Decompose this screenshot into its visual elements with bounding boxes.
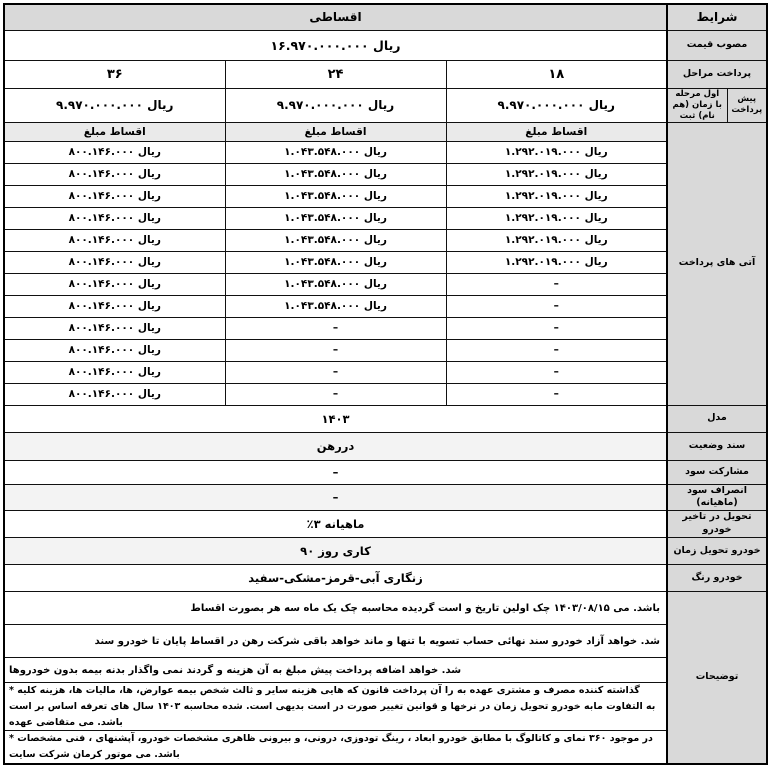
installment-row: [4, 207, 767, 229]
installment-cell: ۱.۲۹۲.۰۱۹.۰۰۰ ریال: [446, 141, 667, 163]
note-text: * کلیه هزینه ها، مالیات ها، عوارض، بیمه شخص ثالث و سایر هزینه هایی که قانون پرداخت آن را به عهده مشتری و مصرف کننده گذاشته است بر اساس تعرفه های سال ۱۴۰۳ محاسبه شده است. بدیهی است در صورت تغییر قوانین و نرخها در زمان تحویل خودرو مابه التفاوت به عهده متقاضی می باشد.: [4, 683, 667, 731]
note-row: [4, 658, 767, 683]
installment-row: [4, 141, 767, 163]
installment-row: [4, 163, 767, 185]
note-row: [4, 625, 767, 658]
delivery-time-value: ۹۰ روز کاری: [4, 538, 667, 565]
approved-price-row: [4, 30, 767, 60]
installment-row: [4, 229, 767, 251]
installment-cell: ۸۰۰.۱۴۶.۰۰۰ ریال: [4, 361, 225, 383]
document-status-row: [4, 432, 767, 460]
amount-header-24: مبلغ اقساط: [225, 122, 446, 141]
installment-cell: ۸۰۰.۱۴۶.۰۰۰ ریال: [4, 273, 225, 295]
installment-row: [4, 251, 767, 273]
installment-cell: –: [225, 383, 446, 405]
car-color-value: سفید-مشکی-قرمز-آبی زنگاری: [4, 565, 667, 592]
down-payment-value-36: ۹.۹۷۰.۰۰۰.۰۰۰ ریال: [4, 88, 225, 122]
delivery-delay-label: تاخیر در تحویل خودرو: [667, 511, 767, 538]
payment-stages-label: مراحل پرداخت: [667, 60, 767, 88]
partnership-profit-value: –: [4, 460, 667, 484]
partnership-profit-row: [4, 460, 767, 484]
down-payment-stage-label: مرحله اول (هم زمان با ثبت نام): [667, 88, 727, 122]
model-value: ۱۴۰۳: [4, 405, 667, 432]
installment-row: [4, 361, 767, 383]
installment-cell: ۸۰۰.۱۴۶.۰۰۰ ریال: [4, 295, 225, 317]
installment-cell: ۸۰۰.۱۴۶.۰۰۰ ریال: [4, 207, 225, 229]
installment-cell: –: [446, 273, 667, 295]
price-table: [3, 3, 768, 765]
installment-cell: ۸۰۰.۱۴۶.۰۰۰ ریال: [4, 339, 225, 361]
installment-cell: ۱.۰۴۳.۵۴۸.۰۰۰ ریال: [225, 163, 446, 185]
delivery-delay-value: ٪۳ ماهیانه: [4, 511, 667, 538]
installment-cell: ۱.۲۹۲.۰۱۹.۰۰۰ ریال: [446, 207, 667, 229]
future-payments-label: پرداخت های آتی: [667, 122, 767, 405]
document-status-label: وضعیت سند: [667, 432, 767, 460]
installment-cell: ۱.۰۴۳.۵۴۸.۰۰۰ ریال: [225, 229, 446, 251]
installment-conditions-table: [3, 3, 766, 765]
installment-row: [4, 295, 767, 317]
installment-cell: ۱.۲۹۲.۰۱۹.۰۰۰ ریال: [446, 229, 667, 251]
installment-cell: –: [225, 317, 446, 339]
cancellation-profit-value: –: [4, 484, 667, 511]
installment-cell: –: [446, 317, 667, 339]
sale-type-header: اقساطی: [4, 4, 667, 30]
note-row: [4, 592, 767, 625]
installment-cell: ۱.۲۹۲.۰۱۹.۰۰۰ ریال: [446, 251, 667, 273]
future-payments-section: [4, 122, 767, 405]
installment-cell: –: [446, 383, 667, 405]
note-text: * مشخصات فنی ، آپشنهای خودرو، مشخصات ظاهری بیرونی و درونی، تودوزی، رینگ ، ابعاد خودرو مطابق با کاتالوگ و نمای ۳۶۰ موجود در سایت شرکت کرمان موتور می باشد.: [4, 731, 667, 764]
model-row: [4, 405, 767, 432]
installment-cell: ۸۰۰.۱۴۶.۰۰۰ ریال: [4, 229, 225, 251]
installment-cell: –: [446, 295, 667, 317]
down-payment-label: پیش پرداخت: [727, 88, 767, 122]
installment-cell: –: [225, 339, 446, 361]
approved-price-value: ۱۶.۹۷۰.۰۰۰.۰۰۰ ریال: [4, 30, 667, 60]
months-36-header: ۳۶: [4, 60, 225, 88]
document-status-value: دررهن: [4, 432, 667, 460]
installment-row: [4, 185, 767, 207]
model-label: مدل: [667, 405, 767, 432]
installment-cell: ۸۰۰.۱۴۶.۰۰۰ ریال: [4, 141, 225, 163]
installment-cell: –: [446, 339, 667, 361]
note-row: [4, 731, 767, 764]
installment-row: [4, 317, 767, 339]
amount-header-18: مبلغ اقساط: [446, 122, 667, 141]
car-color-label: رنگ خودرو: [667, 565, 767, 592]
partnership-profit-label: سود مشارکت: [667, 460, 767, 484]
note-text: سند خودرو تا پایان اقساط در رهن شرکت باقی خواهد ماند و تنها با تسویه حساب نهائی سند خودرو آزاد خواهد شد.: [4, 625, 667, 658]
installment-row: [4, 273, 767, 295]
delivery-time-row: [4, 538, 767, 565]
installment-cell: ۱.۰۴۳.۵۴۸.۰۰۰ ریال: [225, 141, 446, 163]
approved-price-label: قیمت مصوب: [667, 30, 767, 60]
payment-stages-row: [4, 60, 767, 88]
installment-row: [4, 383, 767, 405]
installment-cell: ۸۰۰.۱۴۶.۰۰۰ ریال: [4, 317, 225, 339]
down-payment-value-18: ۹.۹۷۰.۰۰۰.۰۰۰ ریال: [446, 88, 667, 122]
installment-cell: ۱.۰۴۳.۵۴۸.۰۰۰ ریال: [225, 207, 446, 229]
sale-type-row: [4, 4, 767, 30]
note-row: [4, 683, 767, 731]
installment-cell: ۸۰۰.۱۴۶.۰۰۰ ریال: [4, 383, 225, 405]
installment-cell: ۸۰۰.۱۴۶.۰۰۰ ریال: [4, 251, 225, 273]
installment-cell: ۱.۲۹۲.۰۱۹.۰۰۰ ریال: [446, 163, 667, 185]
installment-cell: ۱.۰۴۳.۵۴۸.۰۰۰ ریال: [225, 251, 446, 273]
conditions-label: شرایط: [667, 4, 767, 30]
months-24-header: ۲۴: [225, 60, 446, 88]
installment-cell: ۱.۰۴۳.۵۴۸.۰۰۰ ریال: [225, 295, 446, 317]
amount-header-row: [4, 122, 767, 141]
amount-header-36: مبلغ اقساط: [4, 122, 225, 141]
installment-cell: –: [446, 361, 667, 383]
note-text: اقساط بصورت هر سه ماه یک چک محاسبه گردیده است و تاریخ اولین چک ۱۴۰۳/۰۸/۱۵ می باشد.: [4, 592, 667, 625]
notes-label: توضیحات: [667, 592, 767, 764]
installment-cell: ۸۰۰.۱۴۶.۰۰۰ ریال: [4, 163, 225, 185]
months-18-header: ۱۸: [446, 60, 667, 88]
down-payment-row: [4, 88, 767, 122]
cancellation-profit-row: [4, 484, 767, 511]
down-payment-value-24: ۹.۹۷۰.۰۰۰.۰۰۰ ریال: [225, 88, 446, 122]
delivery-delay-row: [4, 511, 767, 538]
installment-cell: ۱.۲۹۲.۰۱۹.۰۰۰ ریال: [446, 185, 667, 207]
cancellation-profit-label: سود انصراف (ماهیانه): [667, 484, 767, 511]
installment-cell: ۱.۰۴۳.۵۴۸.۰۰۰ ریال: [225, 185, 446, 207]
delivery-time-label: زمان تحویل خودرو: [667, 538, 767, 565]
installment-cell: ۸۰۰.۱۴۶.۰۰۰ ریال: [4, 185, 225, 207]
note-text: خودروها بدون بیمه بدنه واگذار نمی گردند و هزینه آن به مبلغ پیش پرداخت اضافه خواهد شد.: [4, 658, 667, 683]
installment-cell: –: [225, 361, 446, 383]
installment-cell: ۱.۰۴۳.۵۴۸.۰۰۰ ریال: [225, 273, 446, 295]
car-color-row: [4, 565, 767, 592]
installment-row: [4, 339, 767, 361]
